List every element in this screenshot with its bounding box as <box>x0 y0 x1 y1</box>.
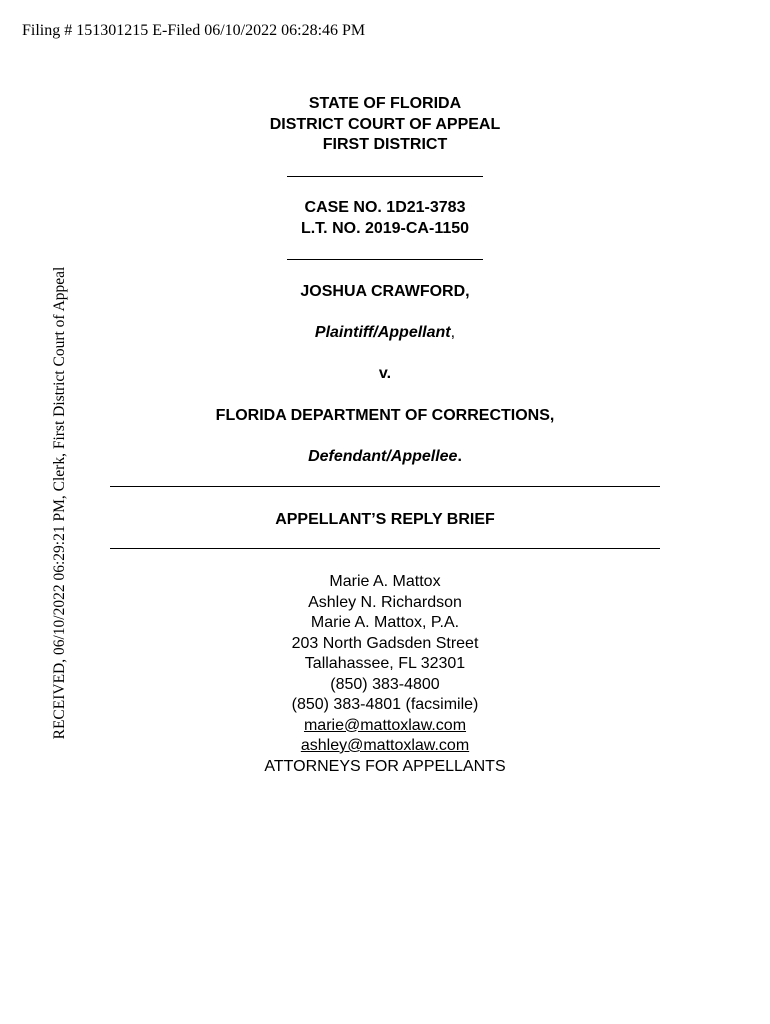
divider-rule <box>287 259 483 260</box>
case-numbers <box>0 198 770 239</box>
law-firm: Marie A. Mattox, P.A. <box>310 614 460 631</box>
document-title: APPELLANT’S REPLY BRIEF <box>275 511 495 528</box>
city-state-zip: Tallahassee, FL 32301 <box>304 655 466 672</box>
fax-number: (850) 383-4801 (facsimile) <box>291 696 479 713</box>
divider-rule <box>110 548 660 549</box>
filing-stamp: Filing # 151301215 E-Filed 06/10/2022 06:28:46 PM <box>22 22 366 39</box>
defendant-role-label: Defendant/Appellee <box>308 448 458 465</box>
versus: v. <box>378 365 392 382</box>
divider-rule <box>110 486 660 487</box>
defendant-name: FLORIDA DEPARTMENT OF CORRECTIONS, <box>215 407 555 424</box>
street-address: 203 North Gadsden Street <box>291 634 479 652</box>
case-number: CASE NO. 1D21-3783 <box>304 199 466 216</box>
attorney-name: Ashley N. Richardson <box>308 593 462 611</box>
email-link[interactable]: ashley@mattoxlaw.com <box>300 737 470 754</box>
attorneys-label: ATTORNEYS FOR APPELLANTS <box>264 757 506 775</box>
divider-rule <box>287 176 483 177</box>
defendant-role-suffix: . <box>457 448 462 465</box>
court-line-state: STATE OF FLORIDA <box>308 95 462 112</box>
plaintiff-name: JOSHUA CRAWFORD, <box>300 283 470 300</box>
plaintiff-role-label: Plaintiff/Appellant <box>314 324 451 341</box>
email-link[interactable]: marie@mattoxlaw.com <box>303 716 467 734</box>
attorney-block <box>0 572 770 777</box>
attorney-name: Marie A. Mattox <box>329 573 441 590</box>
plaintiff-role-suffix: , <box>450 324 456 341</box>
court-heading <box>0 94 770 156</box>
defendant-role <box>0 447 770 468</box>
phone-number: (850) 383-4800 <box>330 675 440 693</box>
court-line-first-district: FIRST DISTRICT <box>322 136 448 153</box>
plaintiff-role <box>0 323 770 344</box>
received-stamp: RECEIVED, 06/10/2022 06:29:21 PM, Clerk, First District Court of Appeal <box>51 266 68 740</box>
court-line-district: DISTRICT COURT OF APPEAL <box>269 115 501 133</box>
lower-tribunal-number: L.T. NO. 2019-CA-1150 <box>300 219 470 237</box>
